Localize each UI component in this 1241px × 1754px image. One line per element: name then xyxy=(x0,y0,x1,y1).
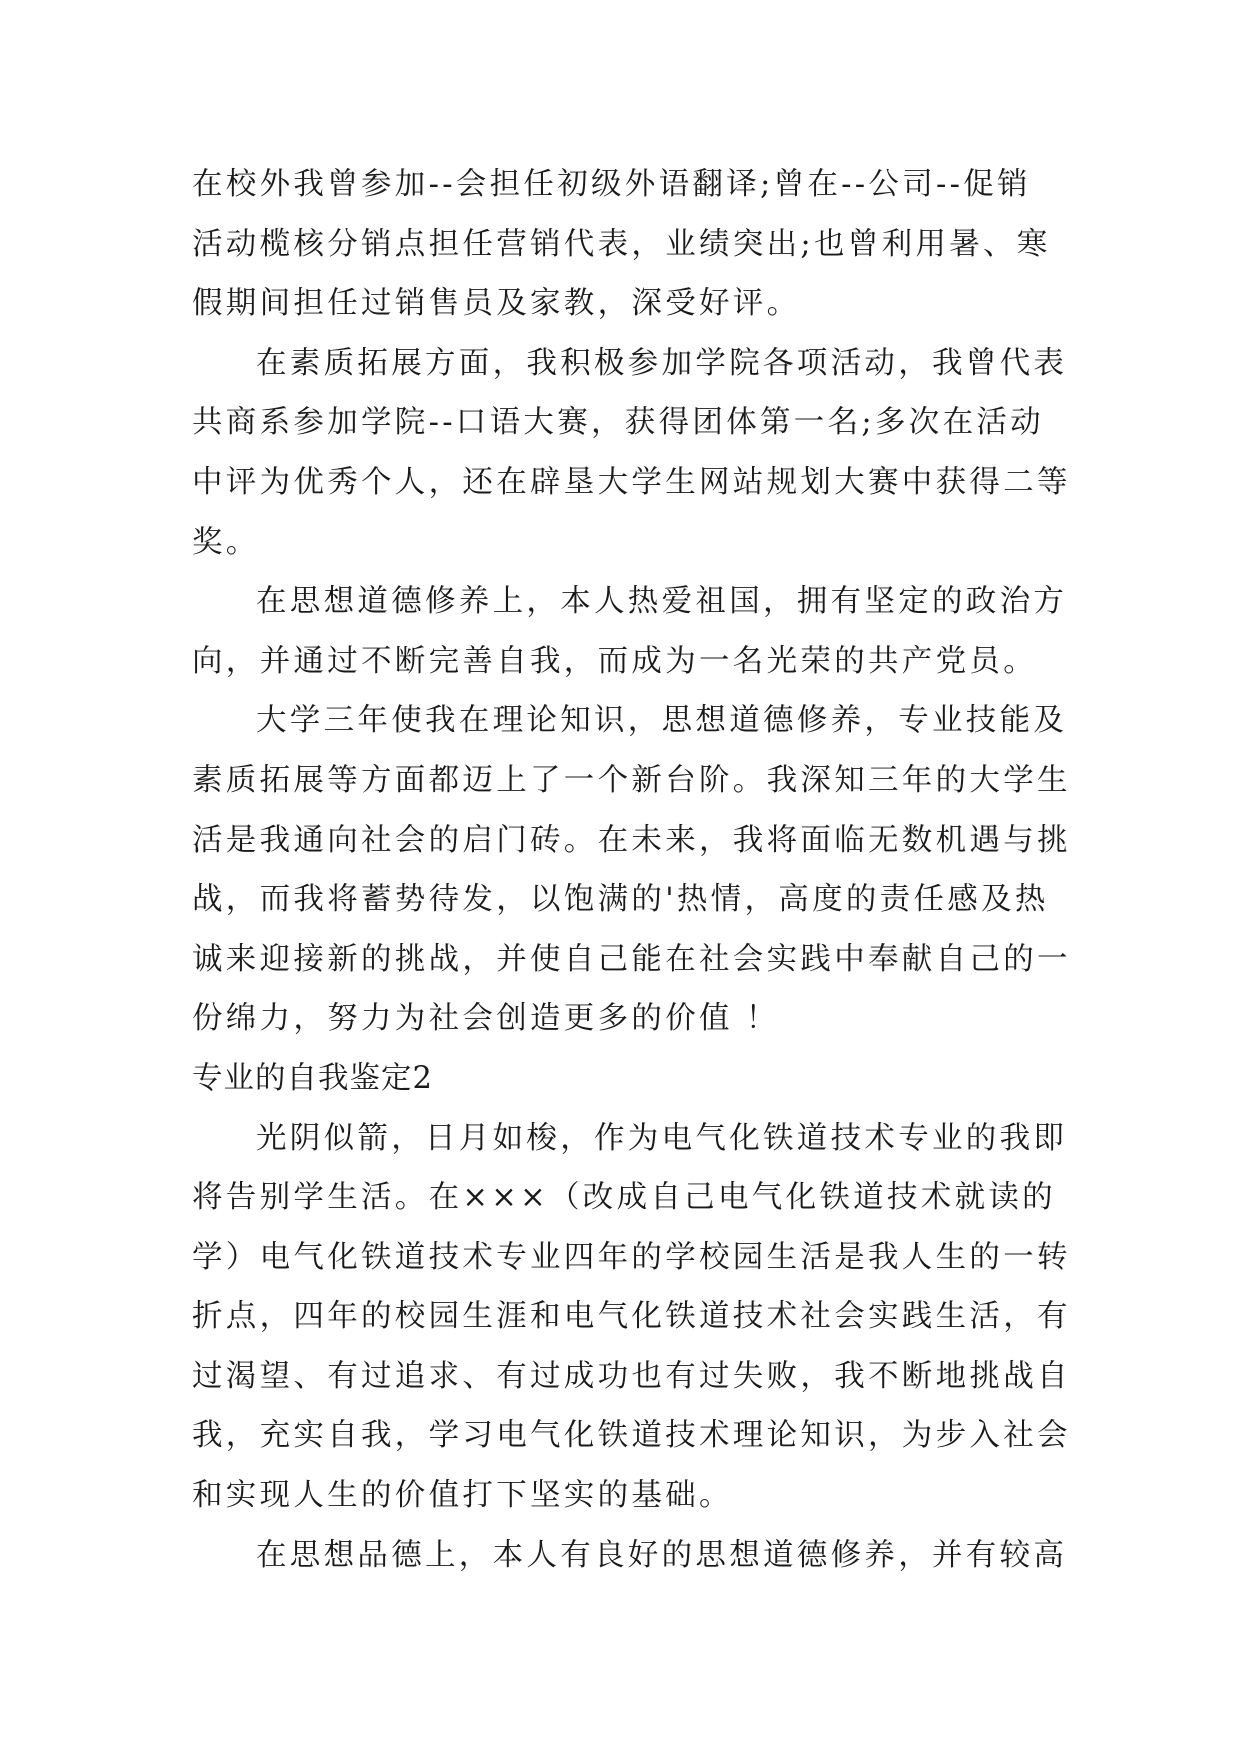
text-line: 我，充实自我，学习电气化铁道技术理论知识，为步入社会 xyxy=(192,1418,1071,1454)
text-line: 向，并通过不断完善自我，而成为一名光荣的共产党员。 xyxy=(192,643,1037,679)
text-line: 学）电气化铁道技术专业四年的学校园生活是我人生的一转 xyxy=(192,1239,1071,1275)
paragraph-start-line: 在素质拓展方面，我积极参加学院各项活动，我曾代表 xyxy=(256,345,1068,381)
text-line: 过渴望、有过追求、有过成功也有过失败，我不断地挑战自 xyxy=(192,1358,1071,1394)
text-line: 和实现人生的价值打下坚实的基础。 xyxy=(192,1478,733,1514)
text-line: 将告别学生活。在×××（改成自己电气化铁道技术就读的 xyxy=(192,1180,1056,1216)
text-line: 活是我通向社会的启门砖。在未来，我将面临无数机遇与挑 xyxy=(192,822,1071,858)
paragraph-start-line: 大学三年使我在理论知识，思想道德修养，专业技能及 xyxy=(256,703,1068,739)
text-line: 份绵力，努力为社会创造更多的价值 ！ xyxy=(192,1001,780,1037)
text-line: 假期间担任过销售员及家教，深受好评。 xyxy=(192,286,801,322)
paragraph-start-line: 在思想品德上，本人有良好的思想道德修养，并有较高 xyxy=(256,1537,1068,1573)
document-page xyxy=(192,155,1071,1585)
text-line: 奖。 xyxy=(192,524,260,560)
text-line: 战，而我将蓄势待发，以饱满的'热情，高度的责任感及热 xyxy=(192,882,1049,918)
section-heading: 专业的自我鉴定2 xyxy=(192,1060,433,1096)
text-line: 共商系参加学院--口语大赛，获得团体第一名;多次在活动 xyxy=(192,405,1044,441)
text-line: 折点，四年的校园生涯和电气化铁道技术社会实践生活，有 xyxy=(192,1299,1071,1335)
paragraph-start-line: 在思想道德修养上，本人热爱祖国，拥有坚定的政治方 xyxy=(256,584,1068,620)
text-line: 在校外我曾参加--会担任初级外语翻译;曾在--公司--促销 xyxy=(192,167,1031,202)
text-line: 诚来迎接新的挑战，并使自己能在社会实践中奉献自己的一 xyxy=(192,941,1071,977)
text-line: 活动榄核分销点担任营销代表，业绩突出;也曾利用暑、寒 xyxy=(192,226,1051,262)
text-line: 素质拓展等方面都迈上了一个新台阶。我深知三年的大学生 xyxy=(192,762,1071,798)
text-line: 中评为优秀个人，还在辟垦大学生网站规划大赛中获得二等 xyxy=(192,464,1071,500)
paragraph-start-line: 光阴似箭，日月如梭，作为电气化铁道技术专业的我即 xyxy=(256,1120,1068,1156)
